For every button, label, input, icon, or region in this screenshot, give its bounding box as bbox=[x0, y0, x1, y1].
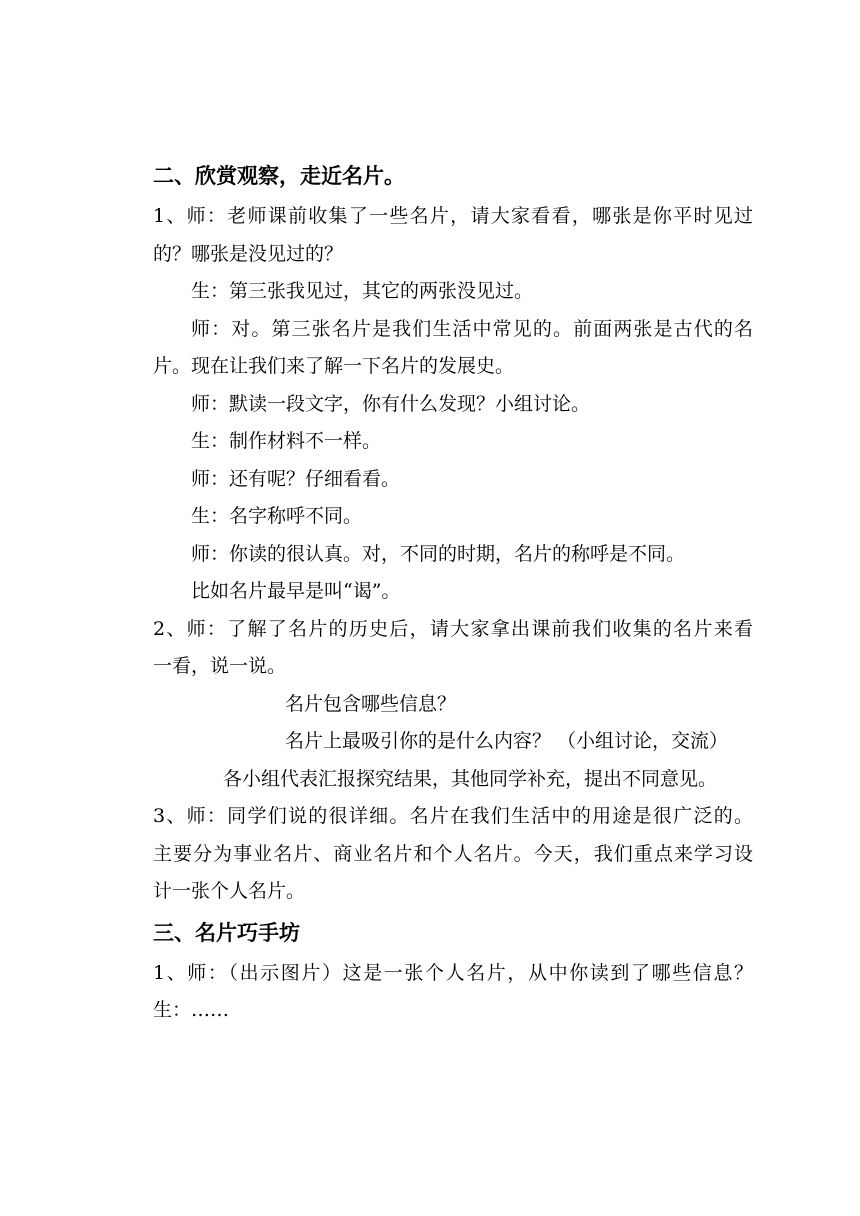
paragraph-line: 1、师：（出示图片）这是一张个人名片，从中你读到了哪些信息？ bbox=[153, 961, 753, 984]
paragraph-line: 1、师：老师课前收集了一些名片，请大家看看，哪张是你平时见过 bbox=[153, 205, 753, 227]
paragraph-line: 名片上最吸引你的是什么内容？ （小组讨论，交流） bbox=[285, 730, 729, 752]
paragraph-line: 师：还有呢？仔细看看。 bbox=[191, 467, 401, 490]
paragraph-line: 一看，说一说。 bbox=[153, 655, 287, 677]
paragraph-line: 2、师：了解了名片的历史后，请大家拿出课前我们收集的名片来看 bbox=[153, 617, 753, 640]
paragraph-line: 比如名片最早是叫“谒”。 bbox=[191, 580, 401, 602]
document-body bbox=[153, 160, 753, 1030]
paragraph-line: 名片包含哪些信息？ bbox=[285, 692, 457, 715]
paragraph-line: 片。现在让我们来了解一下名片的发展史。 bbox=[153, 355, 515, 377]
paragraph-line: 主要分为事业名片、商业名片和个人名片。今天，我们重点来学习设 bbox=[153, 842, 753, 865]
section-heading: 三、名片巧手坊 bbox=[153, 920, 300, 945]
paragraph-line: 师：对。第三张名片是我们生活中常见的。前面两张是古代的名 bbox=[191, 317, 753, 340]
paragraph-line: 生：…… bbox=[153, 999, 230, 1021]
section-heading: 二、欣赏观察，走近名片。 bbox=[153, 164, 405, 188]
paragraph-line: 生：制作材料不一样。 bbox=[191, 430, 382, 452]
paragraph-line: 3、师：同学们说的很详细。名片在我们生活中的用途是很广泛的。 bbox=[153, 805, 753, 827]
paragraph-line: 计一张个人名片。 bbox=[153, 880, 306, 902]
paragraph-line: 师：你读的很认真。对，不同的时期，名片的称呼是不同。 bbox=[191, 542, 686, 565]
paragraph-line: 生：第三张我见过，其它的两张没见过。 bbox=[191, 280, 534, 302]
paragraph-line: 各小组代表汇报探究结果，其他同学补充，提出不同意见。 bbox=[223, 767, 718, 790]
paragraph-line: 师：默读一段文字，你有什么发现？小组讨论。 bbox=[191, 392, 591, 415]
paragraph-line: 的？哪张是没见过的？ bbox=[153, 242, 344, 265]
paragraph-line: 生：名字称呼不同。 bbox=[191, 505, 363, 527]
